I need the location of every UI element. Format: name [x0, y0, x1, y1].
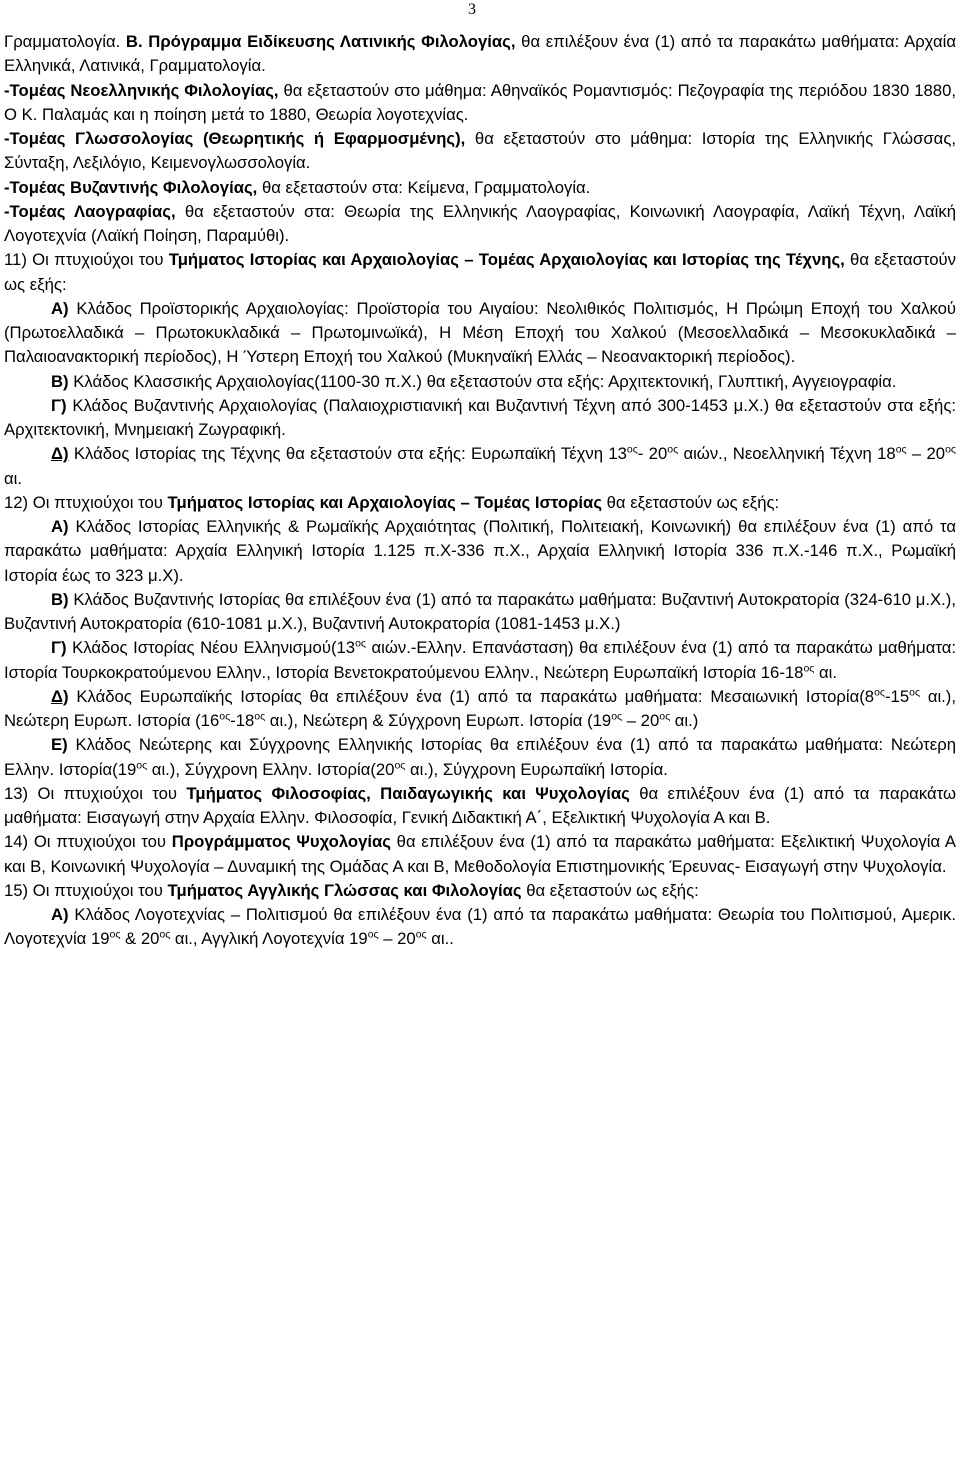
bold-text-run: Γ): [51, 395, 67, 415]
text-run: 15) Οι πτυχιούχοι του: [4, 880, 168, 900]
text-run: 12) Οι πτυχιούχοι του: [4, 492, 168, 512]
bold-text-run: -Τομέας Βυζαντινής Φιλολογίας,: [4, 177, 258, 197]
text-run: αι.), Σύγχρονη Ελλην. Ιστορία(20: [147, 759, 395, 779]
document-body: [4, 30, 956, 952]
superscript-text: ος: [874, 686, 885, 699]
paragraph: [4, 30, 956, 79]
bold-text-run: Α): [51, 298, 69, 318]
text-run: θα εξεταστούν στο μάθημα: Ιστορία της Ελληνικής Γλώσσας, Σύνταξη, Λεξιλόγιο, Κειμενογλωσσολογία.: [4, 129, 956, 173]
text-run: αι.), Σύγχρονη Ευρωπαϊκή Ιστορία.: [405, 759, 668, 779]
paragraph: [4, 127, 956, 176]
superscript-text: ος: [367, 928, 379, 941]
superscript-text: ος: [394, 758, 406, 771]
text-run: Κλάδος Λογοτεχνίας – Πολιτισμού θα επιλέξουν ένα (1) από τα παρακάτω μαθήματα: Θεωρία του Πολιτισμού, Αμερικ. Λογοτεχνία 19: [4, 905, 956, 949]
superscript-text: ος: [136, 758, 148, 771]
bold-text-run: Δ): [51, 686, 69, 706]
text-run: θα εξεταστούν ως εξής:: [4, 250, 956, 294]
bold-text-run: Τμήματος Ιστορίας και Αρχαιολογίας – Τομέας Αρχαιολογίας και Ιστορίας της Τέχνης,: [168, 250, 845, 270]
bold-text-run: Τμήματος Ιστορίας και Αρχαιολογίας – Τομέας Ιστορίας: [167, 492, 602, 512]
text-run: θα εξεταστούν στα: Θεωρία της Ελληνικής Λαογραφίας, Κοινωνική Λαογραφία, Λαϊκή Τέχνη, Λαϊκή Λογοτεχνία (Λαϊκή Ποίηση, Παραμύθι).: [4, 201, 956, 245]
text-run: Κλάδος Ιστορίας Ελληνικής & Ρωμαϊκής Αρχαιότητας (Πολιτική, Πολιτειακή, Κοινωνική) θα επιλέξουν ένα (1) από τα παρακάτω μαθήματα: Αρχαία Ελληνική Ιστορία 1.125 π.Χ-336 π.Χ., Αρχαία Ελληνική Ιστορία 336 π.Χ.-146 π.Χ., Ρωμαϊκή Ιστορία έως το 323 μ.Χ).: [4, 517, 956, 585]
text-run: αιών.-Ελλην. Επανάσταση) θα επιλέξουν ένα (1) από τα παρακάτω μαθήματα: Ιστορία Τουρκοκρατούμενου Ελλην., Ιστορία Βενετοκρατούμενου Ελλην., Νεώτερη Ευρωπαϊκή Ιστορία 16-18: [4, 638, 956, 682]
superscript-text: ος: [109, 928, 121, 941]
text-run: αι.): [670, 711, 699, 730]
bold-text-run: -Τομέας Νεοελληνικής Φιλολογίας,: [4, 80, 279, 100]
superscript-text: ος: [611, 710, 623, 723]
superscript-text: ος: [219, 710, 231, 723]
text-run: Γραμματολογία.: [4, 32, 126, 51]
bold-text-run: Β): [51, 589, 69, 609]
text-run: αιών., Νεοελληνική Τέχνη 18: [678, 444, 896, 464]
paragraph: [4, 200, 956, 249]
text-run: αι..: [426, 929, 454, 949]
text-run: Κλάδος Βυζαντινής Ιστορίας θα επιλέξουν ένα (1) από τα παρακάτω μαθήματα: Βυζαντινή Αυτοκρατορία (324-610 μ.Χ.), Βυζαντινή Αυτοκρατορία (610-1081 μ.Χ.), Βυζαντινή Αυτοκρατορία (1081-1453 μ.Χ.): [4, 589, 956, 633]
text-run: θα εξεταστούν στα: Κείμενα, Γραμματολογία.: [257, 177, 591, 197]
text-run: Κλάδος Ιστορίας της Τέχνης θα εξεταστούν στα εξής: Ευρωπαϊκή Τέχνη 13: [68, 444, 627, 464]
paragraph: [4, 782, 956, 831]
text-run: Κλάδος Κλασσικής Αρχαιολογίας(1100-30 π.Χ.) θα εξεταστούν στα εξής: Αρχιτεκτονική, Γλυπτική, Αγγειογραφία.: [68, 371, 897, 391]
superscript-text: ος: [895, 443, 907, 456]
paragraph: [4, 685, 956, 734]
bold-text-run: Γ): [51, 638, 67, 658]
text-run: Κλάδος Νεώτερης και Σύγχρονης Ελληνικής Ιστορίας θα επιλέξουν ένα (1) από τα παρακάτω μαθήματα: Νεώτερη Ελλην. Ιστορία(19: [4, 735, 956, 779]
page-number: 3: [468, 1, 476, 18]
paragraph: [4, 636, 956, 685]
paragraph: [4, 879, 956, 903]
text-run: 13) Οι πτυχιούχοι του: [4, 783, 187, 803]
superscript-text: ος: [254, 710, 266, 723]
bold-text-run: Α): [51, 905, 69, 924]
paragraph: [4, 442, 956, 491]
bold-text-run: Τμήματος Αγγλικής Γλώσσας και Φιλολογίας: [167, 880, 522, 900]
text-run: θα εξεταστούν ως εξής:: [602, 492, 780, 512]
paragraph: [4, 79, 956, 128]
paragraph: [4, 588, 956, 637]
bold-text-run: Τμήματος Φιλοσοφίας, Παιδαγωγικής και Ψυχολογίας: [186, 783, 630, 803]
bold-text-run: -Τομέας Γλωσσολογίας (Θεωρητικής ή Εφαρμοσμένης),: [4, 129, 466, 148]
paragraph: [4, 176, 956, 200]
text-run: 14) Οι πτυχιούχοι του: [4, 832, 172, 852]
bold-text-run: Α): [51, 517, 69, 536]
text-run: -15: [884, 686, 910, 706]
text-run: - 20: [637, 444, 668, 464]
text-run: θα εξεταστούν στο μάθημα: Αθηναϊκός Ρομαντισμός: Πεζογραφία της περιόδου 1830 1880, Ο Κ. Παλαμάς και η ποίηση μετά το 1880, Θεωρία λογοτεχνίας.: [4, 80, 956, 124]
superscript-text: ος: [909, 686, 921, 699]
text-run: αι., Αγγλική Λογοτεχνία 19: [170, 929, 368, 949]
text-run: & 20: [120, 929, 160, 949]
paragraph: [4, 903, 956, 952]
paragraph: [4, 491, 956, 515]
superscript-text: ος: [945, 443, 956, 456]
superscript-text: ος: [803, 661, 815, 674]
text-run: Κλάδος Ευρωπαϊκής Ιστορίας θα επιλέξουν ένα (1) από τα παρακάτω μαθήματα: Μεσαιωνική Ιστορία(8: [68, 686, 875, 706]
paragraph: [4, 394, 956, 443]
text-run: αι.), Νεώτερη Ευρωπ. Ιστορία (16: [4, 686, 956, 730]
text-run: Κλάδος Προϊστορικής Αρχαιολογίας: Προϊστορία του Αιγαίου: Νεολιθικός Πολιτισμός, Η Πρώιμη Εποχή του Χαλκού (Πρωτοελλαδικά – Πρωτοκυκλαδικά – Πρωτομινωϊκά), Η Μέση Εποχή του Χαλκού (Μεσοελλαδικά – Μεσοκυκλαδικά – Παλαιοανακτορική περίοδος), Η Ύστερη Εποχή του Χαλκού (Μυκηναϊκή Ελλάς – Νεοανακτορική περίοδος).: [4, 298, 956, 367]
superscript-text: ος: [415, 928, 427, 941]
text-run: – 20: [906, 444, 946, 464]
text-run: Κλάδος Ιστορίας Νέου Ελληνισμού(13: [66, 638, 356, 658]
bold-text-run: Ε): [51, 735, 68, 755]
text-run: αι.: [814, 662, 837, 682]
bold-text-run: Β): [51, 371, 69, 391]
text-run: – 20: [378, 929, 416, 949]
text-run: -18: [230, 711, 255, 730]
superscript-text: ος: [626, 443, 638, 456]
paragraph: [4, 297, 956, 370]
superscript-text: ος: [159, 928, 171, 941]
text-run: Κλάδος Βυζαντινής Αρχαιολογίας (Παλαιοχριστιανική και Βυζαντινή Τέχνη από 300-1453 μ.Χ.) θα εξεταστούν στα εξής: Αρχιτεκτονική, Μνημειακή Ζωγραφική.: [4, 395, 956, 439]
superscript-text: ος: [667, 443, 679, 456]
text-run: θα εξεταστούν ως εξής:: [521, 880, 699, 900]
text-run: θα επιλέξουν ένα (1) από τα παρακάτω μαθήματα: Εισαγωγή στην Αρχαία Ελλην. Φιλοσοφία, Γενική Διδακτική Α΄, Εξελικτική Ψυχολογία Α και Β.: [4, 783, 957, 827]
text-run: θα επιλέξουν ένα (1) από τα παρακάτω μαθήματα: Αρχαία Ελληνικά, Λατινικά, Γραμματολογία.: [4, 32, 957, 76]
superscript-text: ος: [659, 710, 671, 723]
bold-text-run: Β. Πρόγραμμα Ειδίκευσης Λατινικής Φιλολογίας,: [125, 32, 516, 51]
bold-text-run: Προγράμματος Ψυχολογίας: [171, 832, 391, 852]
text-run: θα επιλέξουν ένα (1) από τα παρακάτω μαθήματα: Εξελικτική Ψυχολογία Α και Β, Κοινωνική Ψυχολογία – Δυναμική της Ομάδας Α και Β, Μεθοδολογία Επιστημονικής Έρευνας- Εισαγωγή στην Ψυχολογία.: [4, 832, 956, 876]
paragraph: [4, 830, 956, 879]
text-run: 11) Οι πτυχιούχοι του: [4, 250, 169, 270]
bold-text-run: Δ): [51, 444, 69, 464]
text-run: αι.), Νεώτερη & Σύγχρονη Ευρωπ. Ιστορία (19: [265, 711, 612, 730]
bold-text-run: -Τομέας Λαογραφίας,: [4, 201, 176, 221]
text-run: – 20: [622, 711, 660, 730]
paragraph: [4, 248, 956, 297]
paragraph: [4, 515, 956, 588]
text-run: αι.: [4, 468, 22, 488]
superscript-text: ος: [355, 637, 366, 650]
paragraph: [4, 370, 956, 394]
paragraph: [4, 733, 956, 782]
